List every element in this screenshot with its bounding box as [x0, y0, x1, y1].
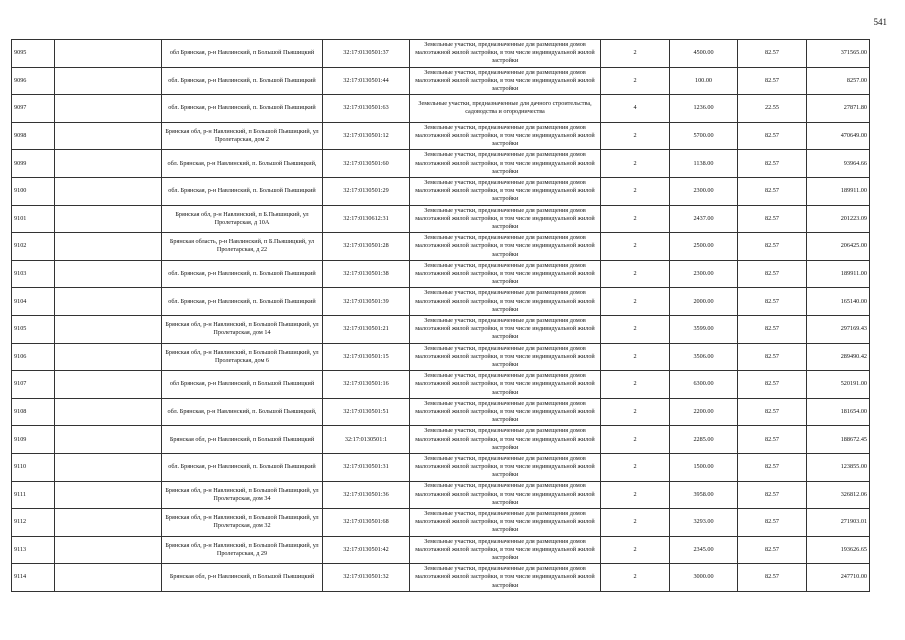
row-number: 9103 — [12, 260, 55, 288]
row-number: 9097 — [12, 95, 55, 123]
address-cell: обл. Брянская, р-н Навлинский, п. Большой Пьяшицкий — [162, 67, 323, 95]
table-row — [12, 536, 870, 564]
address-cell: Брянская обл, р-н Навлинский, п Большой Пьяшицкий — [162, 564, 323, 592]
page-number: 541 — [873, 17, 887, 27]
land-category-cell: Земельные участки, предназначенные для размещения домов малоэтажной жилой застройки, в том числе индивидуальной жилой застройки — [410, 453, 601, 481]
area-cell: 6300.00 — [670, 371, 738, 399]
group-cell: 2 — [601, 40, 670, 68]
cadastral-value-cell: 165140.00 — [807, 288, 870, 316]
empty-cell — [55, 564, 162, 592]
cadastral-value-cell: 123855.00 — [807, 453, 870, 481]
area-cell: 4500.00 — [670, 40, 738, 68]
cadastral-number-cell: 32:17:0130501:29 — [323, 177, 410, 205]
cadastral-value-cell: 189911.00 — [807, 177, 870, 205]
land-category-cell: Земельные участки, предназначенные для размещения домов малоэтажной жилой застройки, в том числе индивидуальной жилой застройки — [410, 260, 601, 288]
specific-value-cell: 82.57 — [738, 564, 807, 592]
cadastral-value-cell: 193626.65 — [807, 536, 870, 564]
cadastral-value-cell: 188672.45 — [807, 426, 870, 454]
land-category-cell: Земельные участки, предназначенные для размещения домов малоэтажной жилой застройки, в том числе индивидуальной жилой застройки — [410, 67, 601, 95]
area-cell: 2000.00 — [670, 288, 738, 316]
table-row — [12, 95, 870, 123]
area-cell: 3506.00 — [670, 343, 738, 371]
specific-value-cell: 82.57 — [738, 398, 807, 426]
cadastral-number-cell: 32:17:0130501:32 — [323, 564, 410, 592]
address-cell: обл. Брянская, р-н Навлинский, п. Большой Пьяшицкий — [162, 177, 323, 205]
land-category-cell: Земельные участки, предназначенные для размещения домов малоэтажной жилой застройки, в том числе индивидуальной жилой застройки — [410, 536, 601, 564]
area-cell: 1138.00 — [670, 150, 738, 178]
address-cell: обл. Брянская, р-н Навлинский, п. Большой Пьяшицкий, — [162, 150, 323, 178]
land-category-cell: Земельные участки, предназначенные для размещения домов малоэтажной жилой застройки, в том числе индивидуальной жилой застройки — [410, 288, 601, 316]
address-cell: Брянская область, р-н Навлинский, п Б.Пьяшицкий, ул Пролетарская, д 22 — [162, 233, 323, 261]
land-category-cell: Земельные участки, предназначенные для размещения домов малоэтажной жилой застройки, в том числе индивидуальной жилой застройки — [410, 398, 601, 426]
address-cell: Брянская обл, р-н Навлинский, п Большой Пьяшицкий, ул Пролетарская, дом 34 — [162, 481, 323, 509]
empty-cell — [55, 260, 162, 288]
cadastral-value-cell: 520191.00 — [807, 371, 870, 399]
specific-value-cell: 82.57 — [738, 481, 807, 509]
area-cell: 2500.00 — [670, 233, 738, 261]
specific-value-cell: 82.57 — [738, 288, 807, 316]
land-category-cell: Земельные участки, предназначенные для размещения домов малоэтажной жилой застройки, в том числе индивидуальной жилой застройки — [410, 205, 601, 233]
table-row — [12, 398, 870, 426]
cadastral-number-cell: 32:17:0130501:15 — [323, 343, 410, 371]
cadastral-number-cell: 32:17:0130501:60 — [323, 150, 410, 178]
cadastral-number-cell: 32:17:0130501:38 — [323, 260, 410, 288]
address-cell: Брянская обл, р-н Навлинский, п Большой Пьяшицкий — [162, 426, 323, 454]
specific-value-cell: 82.57 — [738, 453, 807, 481]
table-row — [12, 564, 870, 592]
table-row — [12, 426, 870, 454]
group-cell: 2 — [601, 564, 670, 592]
cadastral-number-cell: 32:17:0130501:37 — [323, 40, 410, 68]
cadastral-value-cell: 470649.00 — [807, 122, 870, 150]
table-row — [12, 122, 870, 150]
group-cell: 4 — [601, 95, 670, 123]
table-row — [12, 205, 870, 233]
land-category-cell: Земельные участки, предназначенные для дачного строительства, садоводства и огородничества — [410, 95, 601, 123]
row-number: 9095 — [12, 40, 55, 68]
address-cell: Брянская обл, р-н Навлинский, п Большой Пьяшицкий, ул Пролетарская, дом 32 — [162, 509, 323, 537]
cadastral-value-cell: 206425.00 — [807, 233, 870, 261]
area-cell: 1500.00 — [670, 453, 738, 481]
group-cell: 2 — [601, 205, 670, 233]
group-cell: 2 — [601, 122, 670, 150]
table-row — [12, 177, 870, 205]
row-number: 9109 — [12, 426, 55, 454]
land-category-cell: Земельные участки, предназначенные для размещения домов малоэтажной жилой застройки, в том числе индивидуальной жилой застройки — [410, 150, 601, 178]
cadastral-number-cell: 32:17:0130501:31 — [323, 453, 410, 481]
area-cell: 1236.00 — [670, 95, 738, 123]
area-cell: 5700.00 — [670, 122, 738, 150]
empty-cell — [55, 536, 162, 564]
group-cell: 2 — [601, 150, 670, 178]
cadastral-value-cell: 93964.66 — [807, 150, 870, 178]
group-cell: 2 — [601, 177, 670, 205]
group-cell: 2 — [601, 509, 670, 537]
specific-value-cell: 82.57 — [738, 343, 807, 371]
address-cell: Брянская обл, р-н Навлинский, п Большой Пьяшицкий, ул Пролетарская, дом 6 — [162, 343, 323, 371]
empty-cell — [55, 95, 162, 123]
table-row — [12, 233, 870, 261]
empty-cell — [55, 315, 162, 343]
address-cell: Брянская обл, р-н Навлинский, п Большой Пьяшицкий, ул Пролетарская, дом 2 — [162, 122, 323, 150]
specific-value-cell: 82.57 — [738, 536, 807, 564]
table-row — [12, 371, 870, 399]
area-cell: 3958.00 — [670, 481, 738, 509]
empty-cell — [55, 509, 162, 537]
empty-cell — [55, 481, 162, 509]
cadastral-value-cell: 201223.09 — [807, 205, 870, 233]
address-cell: Брянская обл, р-н Навлинский, п Б.Пьяшицкий, ул Пролетарская, д 10А — [162, 205, 323, 233]
specific-value-cell: 82.57 — [738, 150, 807, 178]
empty-cell — [55, 205, 162, 233]
empty-cell — [55, 233, 162, 261]
cadastral-number-cell: 32:17:0130612:31 — [323, 205, 410, 233]
cadastral-number-cell: 32:17:0130501:16 — [323, 371, 410, 399]
land-category-cell: Земельные участки, предназначенные для размещения домов малоэтажной жилой застройки, в том числе индивидуальной жилой застройки — [410, 564, 601, 592]
area-cell: 100.00 — [670, 67, 738, 95]
land-category-cell: Земельные участки, предназначенные для размещения домов малоэтажной жилой застройки, в том числе индивидуальной жилой застройки — [410, 177, 601, 205]
area-cell: 2437.00 — [670, 205, 738, 233]
table-row — [12, 481, 870, 509]
row-number: 9102 — [12, 233, 55, 261]
row-number: 9098 — [12, 122, 55, 150]
row-number: 9106 — [12, 343, 55, 371]
group-cell: 2 — [601, 453, 670, 481]
area-cell: 3000.00 — [670, 564, 738, 592]
group-cell: 2 — [601, 371, 670, 399]
specific-value-cell: 82.57 — [738, 40, 807, 68]
group-cell: 2 — [601, 233, 670, 261]
land-category-cell: Земельные участки, предназначенные для размещения домов малоэтажной жилой застройки, в том числе индивидуальной жилой застройки — [410, 426, 601, 454]
cadastral-number-cell: 32:17:0130501:1 — [323, 426, 410, 454]
row-number: 9096 — [12, 67, 55, 95]
cadastral-number-cell: 32:17:0130501:28 — [323, 233, 410, 261]
group-cell: 2 — [601, 343, 670, 371]
empty-cell — [55, 40, 162, 68]
table-row — [12, 288, 870, 316]
empty-cell — [55, 371, 162, 399]
row-number: 9111 — [12, 481, 55, 509]
cadastral-number-cell: 32:17:0130501:51 — [323, 398, 410, 426]
cadastral-number-cell: 32:17:0130501:39 — [323, 288, 410, 316]
land-category-cell: Земельные участки, предназначенные для размещения домов малоэтажной жилой застройки, в том числе индивидуальной жилой застройки — [410, 343, 601, 371]
area-cell: 2300.00 — [670, 260, 738, 288]
row-number: 9114 — [12, 564, 55, 592]
area-cell: 2300.00 — [670, 177, 738, 205]
cadastral-number-cell: 32:17:0130501:68 — [323, 509, 410, 537]
empty-cell — [55, 288, 162, 316]
group-cell: 2 — [601, 426, 670, 454]
cadastral-number-cell: 32:17:0130501:21 — [323, 315, 410, 343]
empty-cell — [55, 122, 162, 150]
specific-value-cell: 82.57 — [738, 205, 807, 233]
address-cell: обл. Брянская, р-н Навлинский, п. Большой Пьяшицкий — [162, 288, 323, 316]
row-number: 9100 — [12, 177, 55, 205]
land-category-cell: Земельные участки, предназначенные для размещения домов малоэтажной жилой застройки, в том числе индивидуальной жилой застройки — [410, 481, 601, 509]
cadastral-value-cell: 247710.00 — [807, 564, 870, 592]
cadastral-value-cell: 289490.42 — [807, 343, 870, 371]
land-category-cell: Земельные участки, предназначенные для размещения домов малоэтажной жилой застройки, в том числе индивидуальной жилой застройки — [410, 122, 601, 150]
address-cell: Брянская обл, р-н Навлинский, п Большой Пьяшицкий, ул Пролетарская, д 29 — [162, 536, 323, 564]
table-row — [12, 315, 870, 343]
address-cell: обл. Брянская, р-н Навлинский, п. Большой Пьяшицкий, — [162, 398, 323, 426]
land-category-cell: Земельные участки, предназначенные для размещения домов малоэтажной жилой застройки, в том числе индивидуальной жилой застройки — [410, 40, 601, 68]
cadastral-number-cell: 32:17:0130501:36 — [323, 481, 410, 509]
specific-value-cell: 82.57 — [738, 67, 807, 95]
area-cell: 2285.00 — [670, 426, 738, 454]
area-cell: 2200.00 — [670, 398, 738, 426]
table-row — [12, 150, 870, 178]
area-cell: 3293.00 — [670, 509, 738, 537]
row-number: 9105 — [12, 315, 55, 343]
address-cell: обл Брянская, р-н Навлинский, п Большой Пьяшицкий — [162, 371, 323, 399]
land-category-cell: Земельные участки, предназначенные для размещения домов малоэтажной жилой застройки, в том числе индивидуальной жилой застройки — [410, 233, 601, 261]
row-number: 9108 — [12, 398, 55, 426]
group-cell: 2 — [601, 481, 670, 509]
table-row — [12, 509, 870, 537]
specific-value-cell: 82.57 — [738, 260, 807, 288]
row-number: 9113 — [12, 536, 55, 564]
empty-cell — [55, 453, 162, 481]
group-cell: 2 — [601, 536, 670, 564]
empty-cell — [55, 398, 162, 426]
empty-cell — [55, 177, 162, 205]
area-cell: 3599.00 — [670, 315, 738, 343]
group-cell: 2 — [601, 315, 670, 343]
cadastral-value-cell: 297169.43 — [807, 315, 870, 343]
specific-value-cell: 82.57 — [738, 177, 807, 205]
row-number: 9107 — [12, 371, 55, 399]
address-cell: обл. Брянская, р-н Навлинский, п. Большой Пьяшицкий — [162, 260, 323, 288]
land-parcel-table — [11, 39, 870, 592]
row-number: 9110 — [12, 453, 55, 481]
address-cell: обл Брянская, р-н Навлинский, п Большой Пьяшицкий — [162, 40, 323, 68]
cadastral-value-cell: 27871.80 — [807, 95, 870, 123]
empty-cell — [55, 67, 162, 95]
row-number: 9099 — [12, 150, 55, 178]
row-number: 9112 — [12, 509, 55, 537]
cadastral-number-cell: 32:17:0130501:44 — [323, 67, 410, 95]
specific-value-cell: 82.57 — [738, 371, 807, 399]
table-row — [12, 343, 870, 371]
specific-value-cell: 82.57 — [738, 233, 807, 261]
cadastral-value-cell: 181654.00 — [807, 398, 870, 426]
specific-value-cell: 82.57 — [738, 426, 807, 454]
address-cell: обл. Брянская, р-н Навлинский, п. Большой Пьяшицкий — [162, 95, 323, 123]
specific-value-cell: 82.57 — [738, 122, 807, 150]
specific-value-cell: 82.57 — [738, 315, 807, 343]
table-row — [12, 67, 870, 95]
land-category-cell: Земельные участки, предназначенные для размещения домов малоэтажной жилой застройки, в том числе индивидуальной жилой застройки — [410, 371, 601, 399]
cadastral-number-cell: 32:17:0130501:42 — [323, 536, 410, 564]
table-body — [12, 40, 870, 592]
group-cell: 2 — [601, 260, 670, 288]
address-cell: Брянская обл, р-н Навлинский, п Большой Пьяшицкий, ул Пролетарская, дом 14 — [162, 315, 323, 343]
table-row — [12, 260, 870, 288]
row-number: 9104 — [12, 288, 55, 316]
area-cell: 2345.00 — [670, 536, 738, 564]
cadastral-value-cell: 371565.00 — [807, 40, 870, 68]
group-cell: 2 — [601, 288, 670, 316]
cadastral-value-cell: 8257.00 — [807, 67, 870, 95]
cadastral-value-cell: 189911.00 — [807, 260, 870, 288]
empty-cell — [55, 150, 162, 178]
row-number: 9101 — [12, 205, 55, 233]
cadastral-value-cell: 326812.06 — [807, 481, 870, 509]
cadastral-number-cell: 32:17:0130501:12 — [323, 122, 410, 150]
land-category-cell: Земельные участки, предназначенные для размещения домов малоэтажной жилой застройки, в том числе индивидуальной жилой застройки — [410, 509, 601, 537]
group-cell: 2 — [601, 398, 670, 426]
empty-cell — [55, 343, 162, 371]
cadastral-number-cell: 32:17:0130501:63 — [323, 95, 410, 123]
table-row — [12, 453, 870, 481]
cadastral-value-cell: 271903.01 — [807, 509, 870, 537]
specific-value-cell: 22.55 — [738, 95, 807, 123]
group-cell: 2 — [601, 67, 670, 95]
table-row — [12, 40, 870, 68]
land-category-cell: Земельные участки, предназначенные для размещения домов малоэтажной жилой застройки, в том числе индивидуальной жилой застройки — [410, 315, 601, 343]
address-cell: обл. Брянская, р-н Навлинский, п. Большой Пьяшицкий — [162, 453, 323, 481]
empty-cell — [55, 426, 162, 454]
specific-value-cell: 82.57 — [738, 509, 807, 537]
